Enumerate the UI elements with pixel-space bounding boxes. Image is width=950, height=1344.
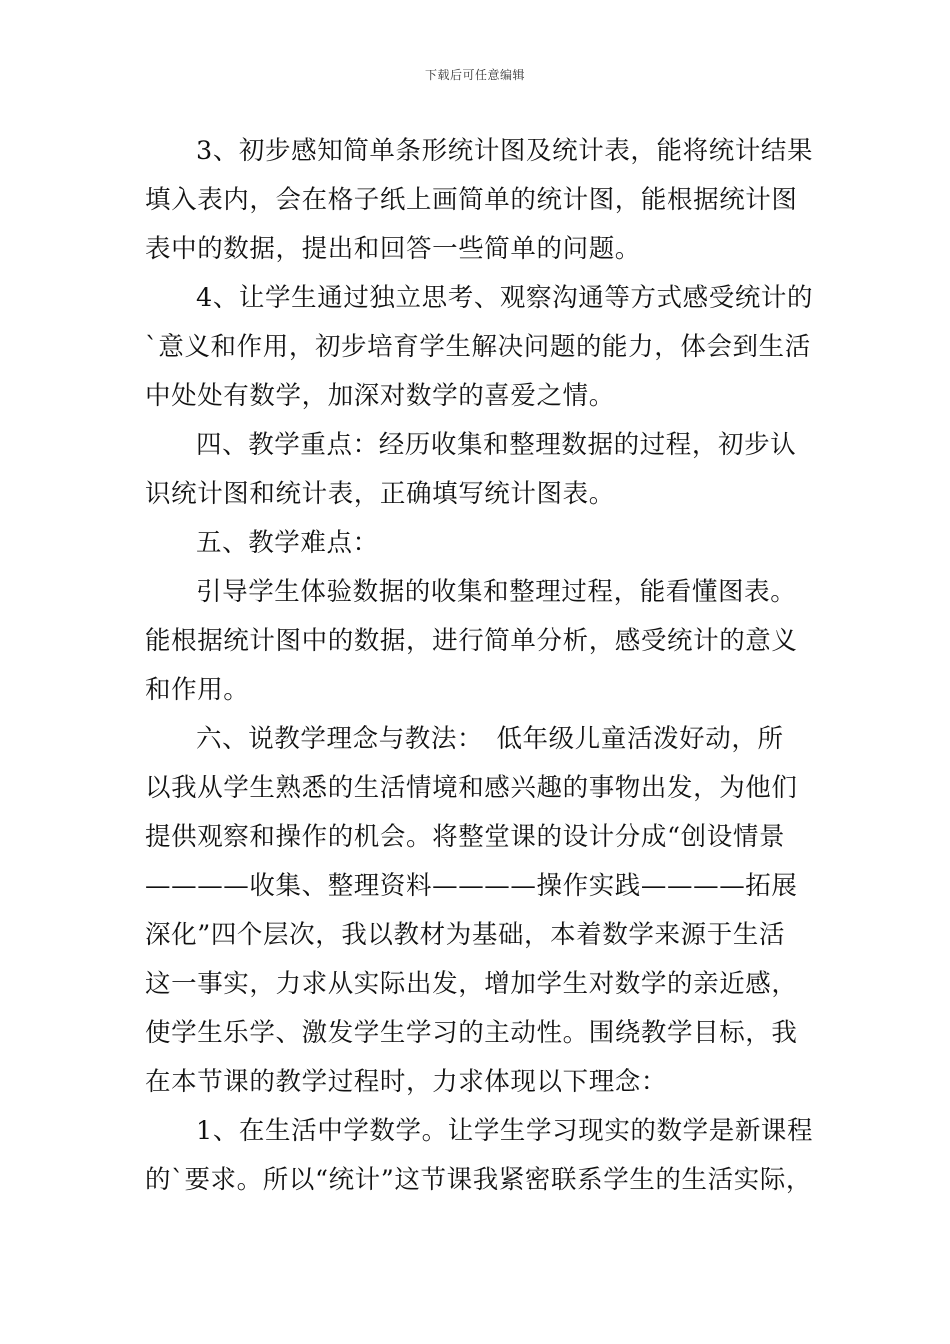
section-heading: 五、教学难点： [196,528,379,558]
document-body [145,127,825,1205]
paragraph-line: 六、说教学理念与教法： 低年级儿童活泼好动，所 [196,724,784,754]
paragraph-line: 深化”四个层次，我以教材为基础，本着数学来源于生活 [145,920,786,950]
paragraph-line: 3、初步感知简单条形统计图及统计表，能将统计结果 [196,136,814,166]
paragraph-line: 能根据统计图中的数据，进行简单分析，感受统计的意义 [145,626,798,656]
paragraph-line: 1、在生活中学数学。让学生学习现实的数学是新课程 [196,1116,814,1146]
page-header: 下载后可任意编辑 [424,68,525,82]
paragraph-line: 使学生乐学、激发学生学习的主动性。围绕教学目标，我 [145,1018,798,1048]
paragraph-line: 提供观察和操作的机会。将整堂课的设计分成“创设情景 [145,822,786,852]
paragraph-line: 的`要求。所以“统计”这节课我紧密联系学生的生活实际， [145,1165,813,1195]
paragraph-line: 识统计图和统计表，正确填写统计图表。 [145,479,615,509]
paragraph-line: `意义和作用，初步培育学生解决问题的能力，体会到生活 [145,332,811,362]
paragraph-line: 填入表内，会在格子纸上画简单的统计图，能根据统计图 [145,185,798,215]
paragraph-line: 4、让学生通过独立思考、观察沟通等方式感受统计的 [196,283,814,313]
paragraph-line: 在本节课的教学过程时，力求体现以下理念： [145,1067,668,1097]
paragraph-line: 表中的数据，提出和回答一些简单的问题。 [145,234,641,264]
paragraph-line: ————收集、整理资料————操作实践————拓展 [145,871,798,901]
paragraph-line: 引导学生体验数据的收集和整理过程，能看懂图表。 [196,577,797,607]
paragraph-line: 以我从学生熟悉的生活情境和感兴趣的事物出发，为他们 [145,773,798,803]
paragraph-line: 和作用。 [145,675,250,705]
paragraph-line: 四、教学重点：经历收集和整理数据的过程，初步认 [196,430,797,460]
paragraph-line: 这一事实，力求从实际出发，增加学生对数学的亲近感， [145,969,798,999]
paragraph-line: 中处处有数学，加深对数学的喜爱之情。 [145,381,615,411]
